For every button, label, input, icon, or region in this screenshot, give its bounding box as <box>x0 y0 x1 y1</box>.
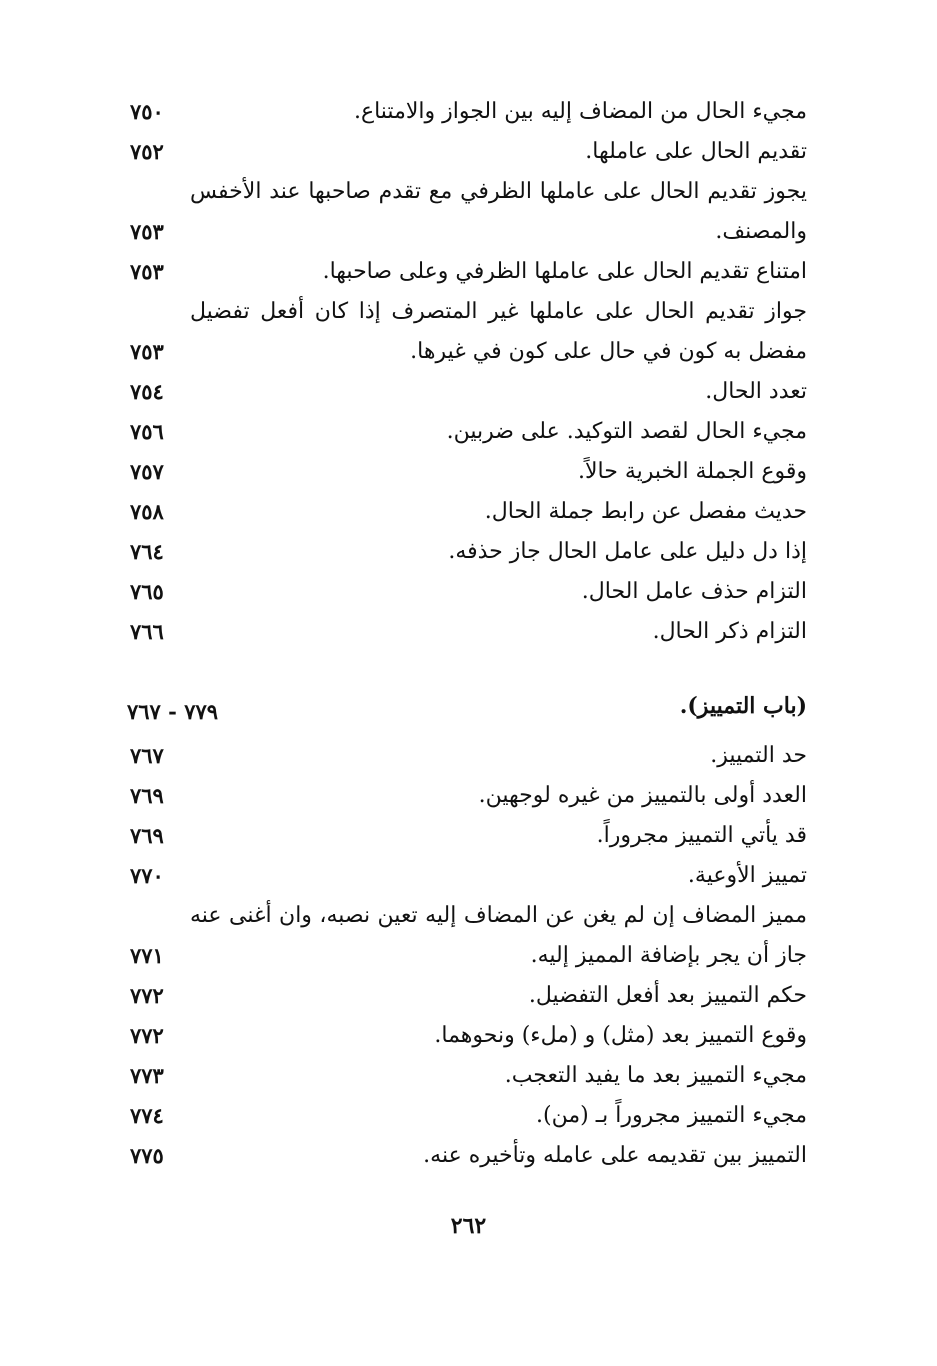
toc-entry-title: حد التمييز. <box>710 743 807 768</box>
toc-page-number: ٧٧٣ <box>130 1063 164 1088</box>
toc-page-number: ٧٧٠ <box>130 863 164 888</box>
toc-page-number: ٧٥٨ <box>130 499 164 524</box>
toc-page-number: ٧٥٠ <box>130 99 164 124</box>
toc-page-number: ٧٥٣ <box>130 339 164 364</box>
toc-page-number: ٧٦٧ <box>130 743 164 768</box>
toc-page-range: ٧٧٩ - ٧٦٧ <box>127 699 219 724</box>
toc-entry-title: جواز تقديم الحال على عاملها غير المتصرف إذا كان أفعل تفضيل <box>190 299 807 324</box>
toc-entry-title: التزام ذكر الحال. <box>652 619 807 644</box>
toc-entry-title: مفضل به كون في حال على كون في غيرها. <box>410 339 807 364</box>
toc-page-number: ٧٧٢ <box>130 983 164 1008</box>
toc-page-number: ٧٦٦ <box>130 619 164 644</box>
toc-entry-title: مجيء الحال لقصد التوكيد. على ضربين. <box>446 419 807 444</box>
toc-entry-title: والمصنف. <box>715 219 807 244</box>
toc-entry-title: وقوع الجملة الخبرية حالاً. <box>578 459 807 484</box>
toc-entry-title: تمييز الأوعية. <box>687 863 807 888</box>
toc-page-number: ٧٥٧ <box>130 459 164 484</box>
toc-entry-title: قد يأتي التمييز مجروراً. <box>596 823 807 848</box>
toc-entry-title: التزام حذف عامل الحال. <box>581 579 807 604</box>
toc-page-number: ٧٧١ <box>130 943 164 968</box>
toc-page-number: ٧٥٤ <box>130 379 164 404</box>
toc-entry-title: تقديم الحال على عاملها. <box>585 139 807 164</box>
toc-entry-title: مجيء الحال من المضاف إليه بين الجواز والامتناع. <box>353 99 807 124</box>
toc-entry-title: حكم التمييز بعد أفعل التفضيل. <box>528 983 807 1008</box>
toc-entry-title: امتناع تقديم الحال على عاملها الظرفي وعلى صاحبها. <box>322 259 807 284</box>
toc-page-number: ٧٥٣ <box>130 259 164 284</box>
toc-entry-title: (باب التمييز). <box>679 693 807 719</box>
toc-entry-title: إذا دل دليل على عامل الحال جاز حذفه. <box>448 539 807 564</box>
toc-entry-title: حديث مفصل عن رابط جملة الحال. <box>484 499 807 524</box>
toc-entry-title: التمييز بين تقديمه على عامله وتأخيره عنه. <box>423 1143 807 1168</box>
toc-page-number: ٧٥٦ <box>130 419 164 444</box>
toc-page-number: ٧٦٩ <box>130 823 164 848</box>
toc-entry-title: جاز أن يجر بإضافة المميز إليه. <box>530 943 807 968</box>
toc-entry-title: مجيء التمييز بعد ما يفيد التعجب. <box>504 1063 807 1088</box>
toc-entry-title: مجيء التمييز مجروراً بـ (من). <box>536 1103 807 1128</box>
toc-page-number: ٧٥٣ <box>130 219 164 244</box>
toc-entry-title: يجوز تقديم الحال على عاملها الظرفي مع تقدم صاحبها عند الأخفس <box>190 179 807 204</box>
toc-page-number: ٧٥٢ <box>130 139 164 164</box>
toc-entry-title: مميز المضاف إن لم يغن عن المضاف إليه تعين نصبه، وان أغنى عنه <box>190 903 807 928</box>
toc-entry-title: تعدد الحال. <box>705 379 807 404</box>
toc-page-number: ٧٧٢ <box>130 1023 164 1048</box>
toc-page-number: ٧٦٩ <box>130 783 164 808</box>
toc-entry-title: العدد أولى بالتمييز من غيره لوجهين. <box>478 783 807 808</box>
page-number: ٢٦٢ <box>450 1213 487 1239</box>
toc-entry-title: وقوع التمييز بعد (مثل) و (ملء) ونحوهما. <box>434 1023 807 1048</box>
toc-page-number: ٧٧٥ <box>130 1143 164 1168</box>
toc-page-number: ٧٧٤ <box>130 1103 164 1128</box>
toc-page-number: ٧٦٥ <box>130 579 164 604</box>
toc-page-number: ٧٦٤ <box>130 539 164 564</box>
